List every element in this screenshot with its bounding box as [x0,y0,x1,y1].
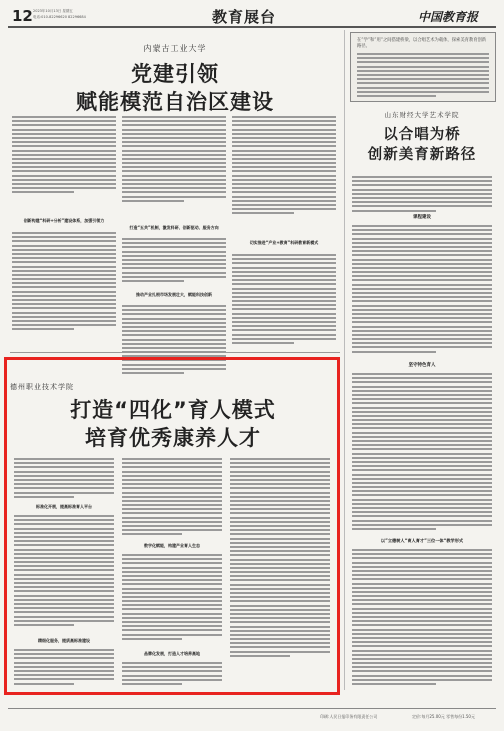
footer-divider [8,708,496,709]
right-intro-box [350,32,496,102]
featured-subhead-2: 精细化服务，提质高标准建设 [38,638,90,643]
featured-subhead-3: 数字化赋能，构建产业育人生态 [144,543,200,548]
featured-article-school: 德州职业技术学院 [10,383,74,391]
section-title: 教育展台 [212,8,277,26]
featured-col-2-text-c [122,662,222,687]
featured-col-1-text [14,458,114,500]
featured-subhead-1: 标准化开展，提高标准育人平台 [36,504,92,509]
featured-col-1-text-b [14,515,114,628]
right-article-text-b [352,225,492,355]
featured-col-3-text [230,458,330,659]
top-article-subhead-1: 创新构建“科研+分析”建设体系，加强引领力 [23,218,105,223]
right-intro-text: 在”学”和”用”之间搭建桥梁，以合唱艺术为载体，探索美育教育创新路径。 [357,38,487,49]
top-article-col-2-text [122,116,226,204]
footer-printer: 印刷:人民日报印务有限责任公司 [320,714,378,719]
top-article-col-1-text-b [12,232,116,333]
featured-col-2-text-b [122,554,222,642]
top-article-col-3-text-b [232,254,336,346]
date-line: 2023年10月13日 星期五 [33,9,73,13]
right-article-text-a [352,176,492,214]
right-article-title-1: 以合唱为桥 [383,127,461,143]
top-article-col-2-text-b [122,238,226,284]
top-article-col-3-text [232,116,336,217]
featured-article-title-2: 培育优秀康养人才 [85,426,261,450]
featured-subhead-4: 品牌化发展，打造人才培养高地 [144,651,200,656]
featured-col-1-text-c [14,649,114,687]
right-article-text-c [352,373,492,532]
top-article-title-2: 赋能模范自治区建设 [76,90,274,114]
top-article-bottom-rule [10,352,340,353]
header-divider [8,26,496,28]
right-article-subhead-3: 以”立德树人“育人育才”三位一体“教学形式 [380,538,464,543]
right-article-subhead-2: 坚守特色育人 [408,363,436,368]
top-article-subhead-2: 打造“五共”机制，激发科研、创新驱动、服务方向 [129,225,219,230]
masthead-logo: 中国教育报 [418,10,479,24]
page-number: 12 [12,7,33,25]
right-article-school: 山东财经大学艺术学院 [384,111,460,119]
featured-col-2-text [122,458,222,538]
top-article-subhead-3: 推动产业扎根市场发展壮大，赋能科技创新 [136,292,212,297]
top-article-title-1: 党建引领 [131,62,219,86]
footer-price: 定价:每月25.00元 零售每份1.50元 [412,714,475,719]
column-divider [344,30,345,690]
top-article-school: 内蒙古工业大学 [143,44,207,53]
featured-article-title-1: 打造“四化”育人模式 [70,398,276,422]
top-article-col-1-text [12,116,116,196]
editor-line: 电话:010-82296620 82296684 [33,15,86,19]
right-article-text-d [352,549,492,687]
right-article-title-2: 创新美育新路径 [367,147,477,163]
right-intro-lines [357,53,489,99]
right-article-subhead-1: 课程建设 [413,215,431,220]
top-article-subhead-4: 切实推进“产业+教育”科研教育新模式 [249,240,319,245]
